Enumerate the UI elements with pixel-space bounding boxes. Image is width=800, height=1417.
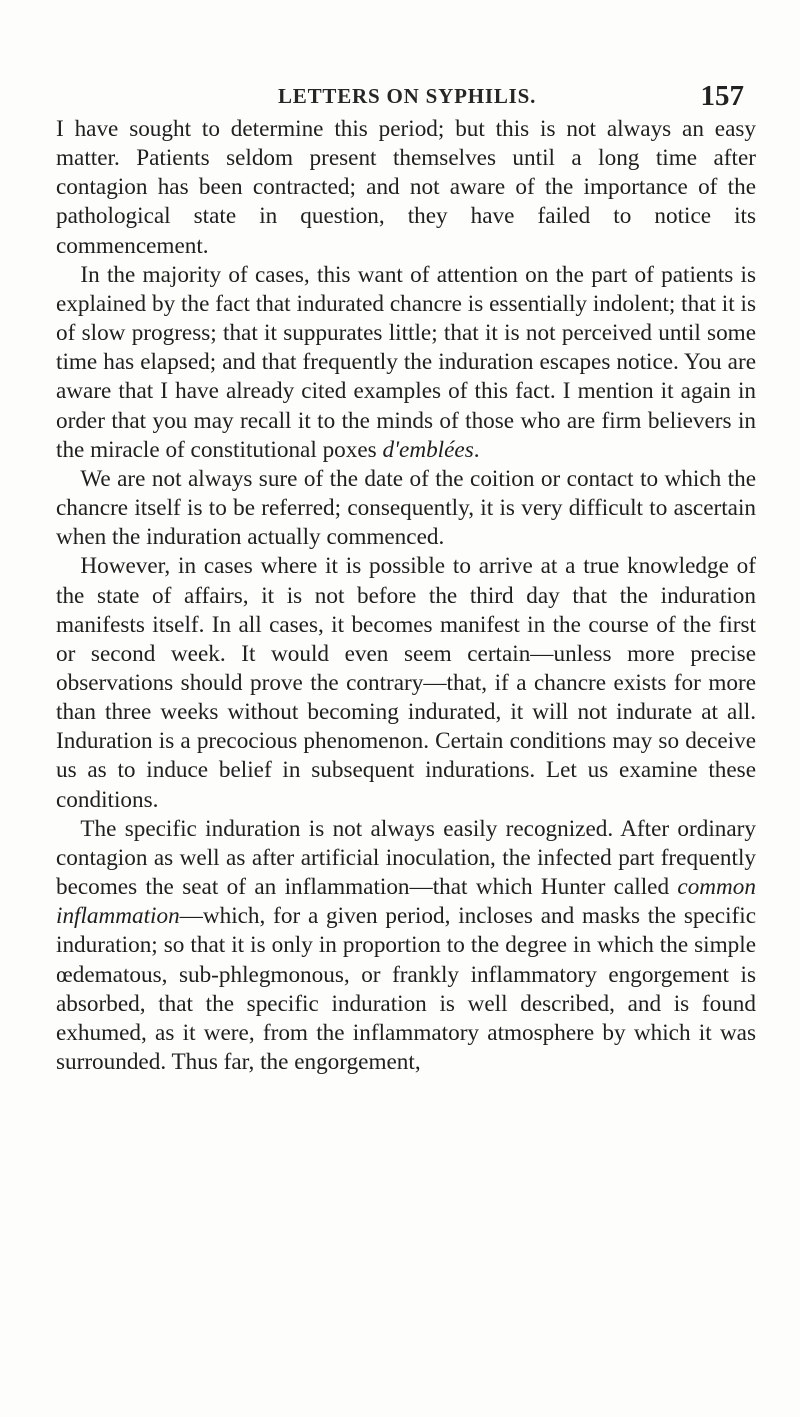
paragraph-text: I have sought to determine this period; but this is not always an easy matter. Patients seldom present themselves until a long time after contagion has been contracted; and not aware of the importance of the pathological state in question, they have failed to notice its commencement.	[56, 116, 756, 259]
running-head	[108, 80, 744, 114]
paragraph-text: However, in cases where it is possible to arrive at a true knowledge of the state of affairs, it is not before the third day that the induration manifests itself. In all cases, it becomes manifest in the course of the first or second week. It would even seem certain—unless more precise observations should prove the contrary—that, if a chancre exists for more than three weeks without becoming indurated, it will not indurate at all. Induration is a precocious phenomenon. Certain conditions may so deceive us as to induce belief in subsequent indurations. Let us examine these conditions.	[56, 553, 756, 813]
paragraph-text: We are not always sure of the date of the coition or contact to which the chancre itself is to be referred; consequently, it is very difficult to ascertain when the induration actually commenced.	[56, 465, 756, 551]
paragraph-1	[56, 115, 756, 261]
italic-phrase: common inflammation	[56, 874, 756, 930]
paragraph-text: —which, for a given period, incloses and masks the specific induration; so that it is only in proportion to the degree in which the simple œdematous, sub-phlegmonous, or frankly inflammatory engorgement is absorbed, that the specific induration is well described, and is found exhumed, as it were, from the inflammatory atmosphere by which it was surrounded. Thus far, the engorgement,	[56, 903, 756, 1075]
paragraph-3	[56, 465, 756, 552]
italic-phrase: d'emblées	[382, 436, 474, 463]
running-title: LETTERS ON SYPHILIS.	[278, 84, 537, 108]
paragraph-5	[56, 815, 756, 1077]
page-number: 157	[700, 80, 744, 112]
paragraph-2	[56, 261, 756, 465]
paragraph-4	[56, 552, 756, 814]
paragraph-text: In the majority of cases, this want of attention on the part of patients is explained by the fact that indurated chancre is essentially indolent; that it is of slow progress; that it suppurates little; that it is not perceived until some time has elapsed; and that frequently the induration escapes notice. You are aware that I have already cited examples of this fact. I mention it again in order that you may recall it to the minds of those who are firm believers in the miracle of constitutional poxes	[56, 261, 756, 463]
paragraph-text: The specific induration is not always easily recognized. After ordinary contagion as well as after artificial inoculation, the infected part frequently becomes the seat of an inflammation—that which Hunter called	[56, 815, 756, 901]
paragraph-text: .	[473, 436, 480, 463]
body-text	[56, 115, 756, 1077]
